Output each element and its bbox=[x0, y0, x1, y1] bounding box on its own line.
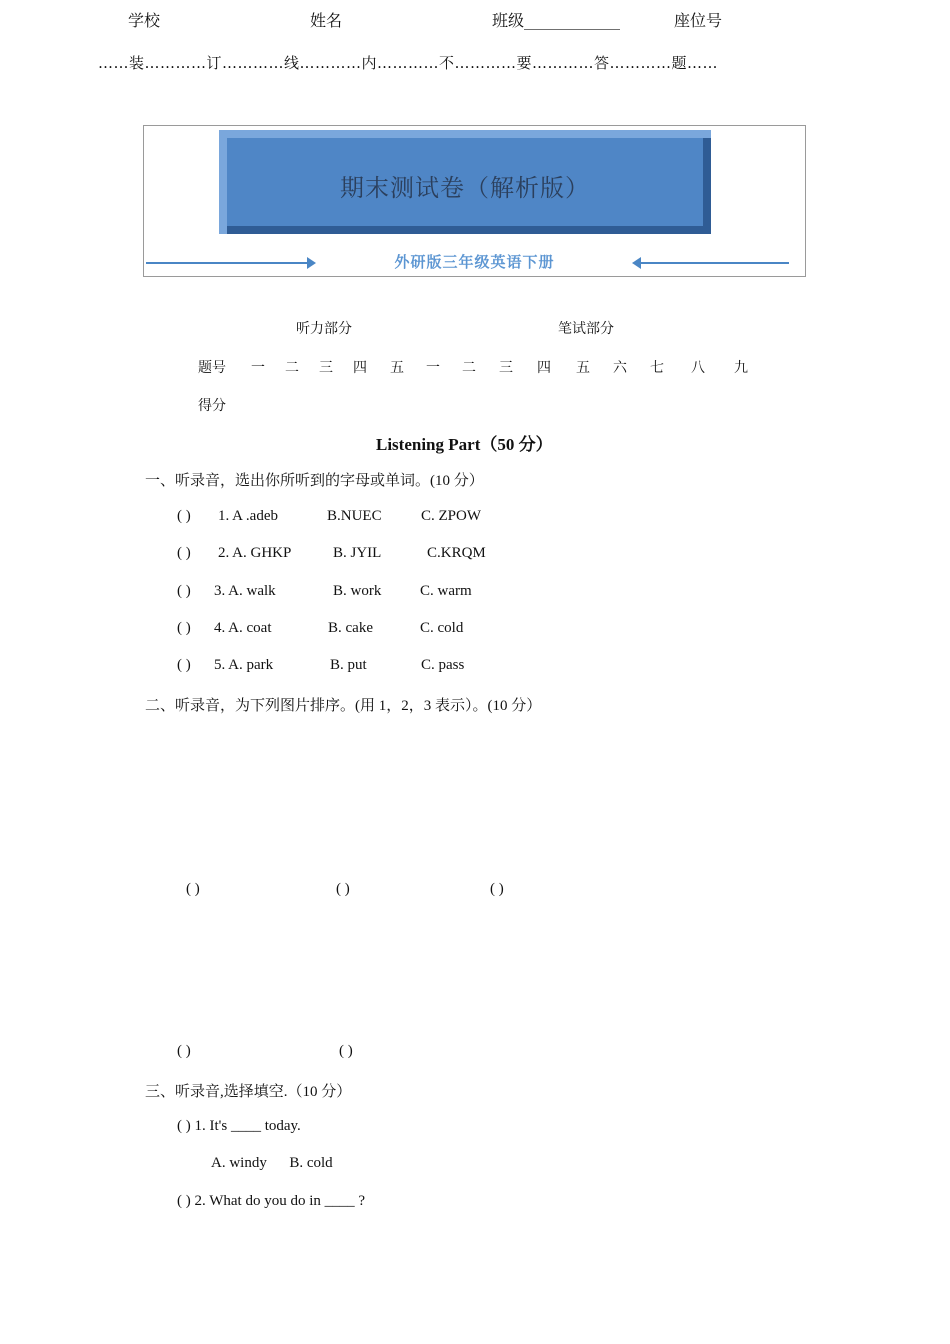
question-text: 4. A. coat bbox=[214, 620, 272, 636]
option-b: B. work bbox=[333, 583, 382, 599]
option-c: C. warm bbox=[420, 583, 472, 599]
answer-bracket[interactable]: ( ) bbox=[177, 657, 191, 673]
written-part-label: 笔试部分 bbox=[558, 321, 614, 337]
question-text: 2. A. GHKP bbox=[218, 545, 292, 561]
option-c: C. pass bbox=[421, 657, 465, 673]
listening-part-title: Listening Part（50 分） bbox=[376, 435, 553, 454]
score-number: 五 bbox=[390, 360, 404, 376]
score-number: 一 bbox=[426, 360, 440, 376]
score-number: 七 bbox=[650, 360, 664, 376]
answer-bracket[interactable]: ( ) bbox=[177, 620, 191, 636]
score-number: 三 bbox=[319, 360, 333, 376]
picture-order-bracket[interactable]: ( ) bbox=[336, 881, 350, 897]
question-text: 3. A. walk bbox=[214, 583, 276, 599]
option-c: C. cold bbox=[420, 620, 464, 636]
title-plate bbox=[219, 130, 711, 234]
section3-question-1: ( ) 1. It's ____ today. bbox=[177, 1118, 301, 1134]
seat-label: 座位号 bbox=[674, 11, 723, 30]
option-c: C.KRQM bbox=[427, 545, 486, 561]
answer-bracket[interactable]: ( ) bbox=[177, 508, 191, 524]
section1-heading: 一、听录音，选出你所听到的字母或单词。(10 分） bbox=[145, 473, 484, 489]
picture-order-bracket[interactable]: ( ) bbox=[186, 881, 200, 897]
score-number: 六 bbox=[613, 360, 627, 376]
section2-heading: 二、听录音，为下列图片排序。(用 1，2，3 表示）。(10 分） bbox=[145, 698, 542, 714]
option-b: B. JYIL bbox=[333, 545, 382, 561]
score-number: 五 bbox=[576, 360, 590, 376]
option-b: B.NUEC bbox=[327, 508, 382, 524]
score-number: 四 bbox=[537, 360, 551, 376]
score-row-label: 得分 bbox=[198, 398, 226, 414]
answer-bracket[interactable]: ( ) bbox=[177, 583, 191, 599]
score-number: 九 bbox=[734, 360, 748, 376]
class-label: 班级____________ bbox=[492, 11, 621, 30]
score-number: 一 bbox=[251, 360, 265, 376]
name-label: 姓名 bbox=[310, 11, 343, 30]
listening-part-label: 听力部分 bbox=[296, 321, 352, 337]
picture-order-bracket[interactable]: ( ) bbox=[177, 1043, 191, 1059]
question-text: 5. A. park bbox=[214, 657, 274, 673]
picture-order-bracket[interactable]: ( ) bbox=[339, 1043, 353, 1059]
option-b: B. put bbox=[330, 657, 367, 673]
section3-heading: 三、听录音,选择填空.（10 分） bbox=[145, 1084, 352, 1100]
score-number: 三 bbox=[499, 360, 513, 376]
picture-order-bracket[interactable]: ( ) bbox=[490, 881, 504, 897]
school-label: 学校 bbox=[128, 11, 161, 30]
score-number: 八 bbox=[691, 360, 705, 376]
exam-title: 期末测试卷（解析版） bbox=[340, 174, 590, 202]
section3-question-1-options: A. windy B. cold bbox=[211, 1155, 333, 1171]
question-text: 1. A .adeb bbox=[218, 508, 278, 524]
score-number: 二 bbox=[462, 360, 476, 376]
exam-subtitle: 外研版三年级英语下册 bbox=[394, 253, 555, 271]
score-number: 四 bbox=[353, 360, 367, 376]
section3-question-2: ( ) 2. What do you do in ____ ? bbox=[177, 1193, 366, 1209]
answer-bracket[interactable]: ( ) bbox=[177, 545, 191, 561]
left-arrow-icon bbox=[634, 262, 789, 264]
score-number: 二 bbox=[285, 360, 299, 376]
question-number-label: 题号 bbox=[198, 360, 226, 376]
title-banner bbox=[143, 125, 806, 277]
option-b: B. cake bbox=[328, 620, 373, 636]
binding-cut-line: ……装…………订…………线…………内…………不…………要…………答…………题…… bbox=[98, 54, 719, 72]
option-c: C. ZPOW bbox=[421, 508, 481, 524]
